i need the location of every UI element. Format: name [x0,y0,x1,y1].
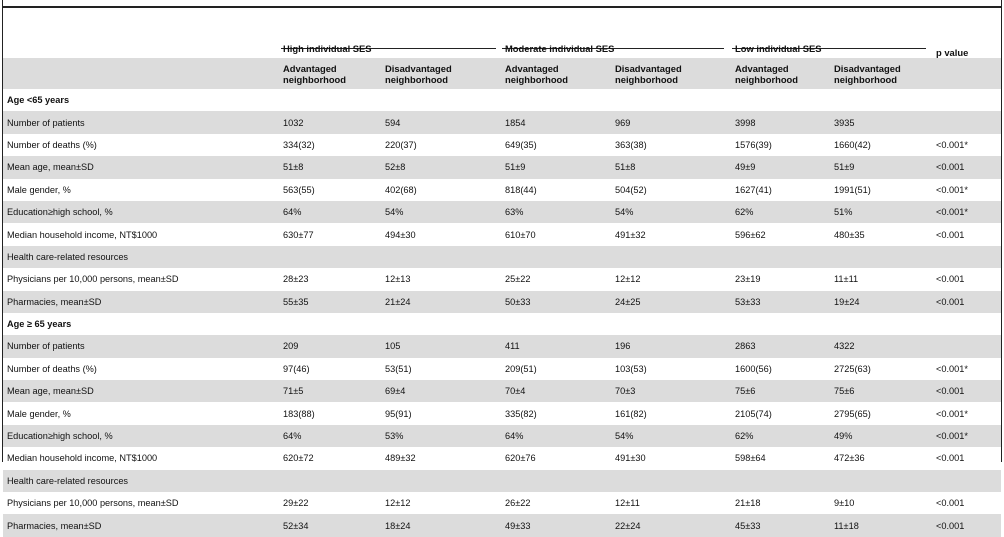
value-cell: 4322 [830,335,932,357]
row-label: Pharmacies, mean±SD [3,291,279,313]
value-cell: 209 [279,335,381,357]
value-cell: 1627(41) [735,184,772,195]
value-cell [611,470,731,492]
value-cell: 49% [830,425,932,447]
value-cell: 491±30 [615,453,646,464]
table-row [3,358,1001,380]
value-cell: 2725(63) [834,363,871,374]
value-cell: 49±33 [501,514,611,536]
value-cell: 21±24 [381,291,501,313]
value-cell: 630±77 [283,229,314,240]
pvalue-cell [932,470,1001,492]
row-label: Mean age, mean±SD [3,380,279,402]
value-cell: 51±9 [830,156,932,178]
value-cell: 1032 [279,111,381,133]
value-cell: 2795(65) [834,408,871,419]
value-cell [830,470,932,492]
value-cell [731,246,830,268]
value-cell: 95(91) [385,408,412,419]
row-label: Male gender, % [7,184,71,195]
value-cell: 52±8 [381,156,501,178]
table-row [3,111,1001,133]
group-low: Low individual SES [735,43,822,54]
value-cell: 491±32 [615,229,646,240]
value-cell: 1600(56) [735,363,772,374]
table-row [3,514,1001,536]
value-cell: 49±9 [731,156,830,178]
pvalue-cell: <0.001 [932,156,1001,178]
value-cell: 55±35 [279,291,381,313]
value-cell: 23±19 [735,274,761,285]
value-cell [830,246,932,268]
value-cell: 51±9 [501,156,611,178]
right-border [1001,0,1002,462]
pvalue-cell: <0.001 [932,380,1001,402]
value-cell: 363(38) [615,139,647,150]
pvalue-cell: <0.001* [936,408,968,419]
pvalue-cell: <0.001* [932,201,1001,223]
table-row [3,447,1001,469]
value-cell: 620±76 [505,453,536,464]
value-cell: 64% [501,425,611,447]
value-cell: 969 [611,111,731,133]
value-cell: 19±24 [830,291,932,313]
value-cell: 53(51) [385,363,412,374]
subheader-advantaged: Advantaged neighborhood [279,58,381,89]
value-cell: 596±62 [735,229,766,240]
value-cell: 1991(51) [834,184,871,195]
row-label: Physicians per 10,000 persons, mean±SD [7,498,179,509]
value-cell [381,246,501,268]
corner-cell [3,30,279,58]
value-cell: 51±8 [279,156,381,178]
value-cell: 12±12 [385,498,411,509]
value-cell: 28±23 [283,274,309,285]
value-cell: 649(35) [505,139,537,150]
value-cell [731,470,830,492]
value-cell: 97(46) [283,363,310,374]
value-cell: 21±18 [735,498,761,509]
value-cell: 1576(39) [735,139,772,150]
value-cell: 2863 [731,335,830,357]
value-cell: 64% [279,201,381,223]
corner-cell-2 [3,58,279,89]
value-cell: 818(44) [505,184,537,195]
value-cell: 70±3 [611,380,731,402]
value-cell: 563(55) [283,184,315,195]
value-cell: 69±4 [381,380,501,402]
pvalue-cell: <0.001 [936,498,965,509]
pvalue-header: p value [936,47,969,58]
value-cell: 29±22 [283,498,309,509]
value-cell: 411 [501,335,611,357]
pvalue-cell [932,246,1001,268]
row-label: Physicians per 10,000 persons, mean±SD [7,274,179,285]
value-cell: 18±24 [381,514,501,536]
value-cell: 2105(74) [735,408,772,419]
value-cell: 53% [381,425,501,447]
row-label: Number of patients [3,111,279,133]
table-row [3,223,1001,245]
value-cell: 25±22 [505,274,531,285]
value-cell: 50±33 [501,291,611,313]
value-cell: 1660(42) [834,139,871,150]
pvalue-cell: <0.001 [936,453,965,464]
section-label: Age <65 years [7,95,70,106]
subheader-advantaged: Advantaged neighborhood [731,58,830,89]
value-cell [611,246,731,268]
value-cell: 480±35 [834,229,865,240]
value-cell: 598±64 [735,453,766,464]
value-cell: 494±30 [385,229,416,240]
pvalue-cell: <0.001* [936,184,968,195]
row-label: Number of patients [3,335,279,357]
row-label: Median household income, NT$1000 [7,453,158,464]
row-label: Number of deaths (%) [7,139,97,150]
pvalue-cell: <0.001* [936,139,968,150]
value-cell: 71±5 [279,380,381,402]
row-label: Education≥high school, % [3,425,279,447]
row-label: Median household income, NT$1000 [7,229,158,240]
value-cell: 54% [611,425,731,447]
value-cell: 26±22 [505,498,531,509]
value-cell: 3935 [830,111,932,133]
row-label: Male gender, % [7,408,71,419]
value-cell: 62% [731,425,830,447]
value-cell: 54% [611,201,731,223]
value-cell: 24±25 [611,291,731,313]
value-cell: 12±12 [615,274,641,285]
value-cell: 610±70 [505,229,536,240]
value-cell: 64% [279,425,381,447]
value-cell: 75±6 [830,380,932,402]
value-cell: 489±32 [385,453,416,464]
value-cell: 51±8 [611,156,731,178]
value-cell: 209(51) [505,363,537,374]
section-row [3,89,1001,111]
row-label: Health care-related resources [3,470,279,492]
value-cell: 3998 [731,111,830,133]
table-row [3,425,1001,447]
table-row [3,134,1001,156]
table-row [3,380,1001,402]
value-cell: 75±6 [731,380,830,402]
table-row [3,291,1001,313]
value-cell: 12±13 [385,274,411,285]
table-row [3,470,1001,492]
pvalue-cell [932,335,1001,357]
row-label: Mean age, mean±SD [3,156,279,178]
value-cell: 402(68) [385,184,417,195]
value-cell: 53±33 [731,291,830,313]
table-body [3,89,1001,537]
table-row [3,156,1001,178]
pvalue-cell: <0.001* [932,425,1001,447]
value-cell: 51% [830,201,932,223]
pvalue-cell: <0.001* [936,363,968,374]
table-row [3,335,1001,357]
data-table [3,0,1001,537]
value-cell: 161(82) [615,408,647,419]
table-row [3,201,1001,223]
value-cell [501,470,611,492]
section-row [3,313,1001,335]
value-cell: 334(32) [283,139,315,150]
group-high: High individual SES [283,43,372,54]
value-cell: 63% [501,201,611,223]
group-header-row [3,30,1001,58]
value-cell: 594 [381,111,501,133]
row-label: Education≥high school, % [3,201,279,223]
subheader-pvalue-blank [932,58,1001,89]
table-row [3,492,1001,514]
value-cell: 11±18 [830,514,932,536]
pvalue-cell: <0.001 [936,274,965,285]
value-cell [381,470,501,492]
value-cell: 103(53) [615,363,647,374]
subheader-disadvantaged: Disadvantaged neighborhood [830,58,932,89]
pvalue-cell: <0.001 [936,229,965,240]
value-cell: 45±33 [731,514,830,536]
row-label: Number of deaths (%) [7,363,97,374]
value-cell [279,246,381,268]
subheader-disadvantaged: Disadvantaged neighborhood [381,58,501,89]
value-cell: 472±36 [834,453,865,464]
value-cell: 504(52) [615,184,647,195]
value-cell: 70±4 [501,380,611,402]
value-cell [279,470,381,492]
value-cell: 11±11 [834,274,859,285]
value-cell: 335(82) [505,408,537,419]
table-row [3,402,1001,424]
section-label: Age ≥ 65 years [7,319,72,330]
table-row [3,246,1001,268]
pvalue-cell [932,111,1001,133]
value-cell: 9±10 [834,498,855,509]
group-moderate: Moderate individual SES [505,43,615,54]
subheader-advantaged: Advantaged neighborhood [501,58,611,89]
value-cell: 52±34 [279,514,381,536]
value-cell: 12±11 [615,498,640,509]
value-cell: 220(37) [385,139,417,150]
subheader-row [3,58,1001,89]
pvalue-cell: <0.001 [932,291,1001,313]
value-cell: 62% [731,201,830,223]
value-cell [501,246,611,268]
subheader-disadvantaged: Disadvantaged neighborhood [611,58,731,89]
value-cell: 105 [381,335,501,357]
value-cell: 620±72 [283,453,314,464]
row-label: Pharmacies, mean±SD [3,514,279,536]
pvalue-cell: <0.001 [932,514,1001,536]
value-cell: 54% [381,201,501,223]
value-cell: 196 [611,335,731,357]
value-cell: 1854 [501,111,611,133]
row-label: Health care-related resources [3,246,279,268]
table-row [3,268,1001,290]
value-cell: 183(88) [283,408,315,419]
header-spacer [3,0,1001,30]
value-cell: 22±24 [611,514,731,536]
table-row [3,179,1001,201]
